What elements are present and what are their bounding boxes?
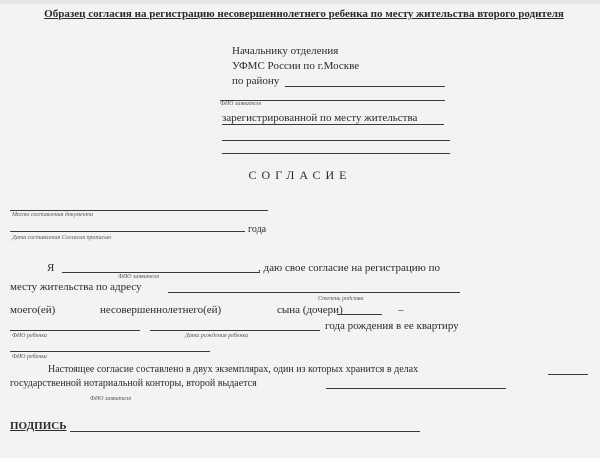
signature-line[interactable] (70, 431, 420, 432)
minor-label: несовершеннолетнего(ей) (100, 304, 222, 316)
registered-line-3[interactable] (222, 153, 450, 154)
closing-caption: ФИО заявителя (90, 396, 131, 402)
birth-caption: Дата рождения ребенка (185, 333, 249, 339)
addressee-fio-caption: ФИО заявителя (220, 101, 261, 107)
closing-text-1: Настоящее согласие составлено в двух экземплярах, один из которых хранится в делах (48, 364, 419, 375)
child-fio-caption: ФИО ребенка (12, 333, 47, 339)
address-label: месту жительства по адресу (10, 281, 142, 293)
year-suffix: года (248, 224, 267, 235)
closing-text-2: государственной нотариальной конторы, второй выдается (10, 378, 257, 389)
son-label: сына (дочери) (277, 304, 343, 316)
passport-caption: ФИО ребенка (12, 354, 47, 360)
signature-label: ПОДПИСЬ (10, 420, 67, 432)
relation-line[interactable] (337, 314, 382, 315)
addressee-line-3: по району (232, 75, 280, 87)
applicant-fio-caption: ФИО заявителя (118, 274, 159, 280)
place-caption: Место составления документа (12, 212, 94, 218)
i-label: Я (47, 262, 55, 274)
relation-caption: Степень родства (318, 296, 364, 302)
my-label: моего(ей) (10, 304, 56, 316)
addressee-line-1: Начальнику отделения (232, 45, 339, 57)
birth-year-text: года рождения в ее квартиру (325, 320, 459, 332)
birth-date-line[interactable] (150, 330, 320, 331)
registered-line-1[interactable] (222, 124, 444, 125)
registered-line-2[interactable] (222, 140, 450, 141)
top-border (0, 0, 600, 4)
date-line[interactable] (10, 231, 245, 232)
applicant-name-line[interactable] (62, 272, 260, 273)
registered-label: зарегистрированной по месту жительства (222, 112, 418, 124)
document-title: Образец согласия на регистрацию несовершеннолетнего ребенка по месту жительства второго родителя (44, 8, 564, 20)
closing-line-1[interactable] (548, 374, 588, 375)
passport-line[interactable] (10, 351, 210, 352)
dash: – (398, 304, 404, 316)
place-line[interactable] (10, 210, 268, 211)
district-line[interactable] (285, 86, 445, 87)
child-name-line[interactable] (10, 330, 140, 331)
consent-text: , даю свое согласие на регистрацию по (258, 262, 440, 274)
closing-line-2[interactable] (326, 388, 506, 389)
consent-heading: СОГЛАСИЕ (248, 168, 352, 182)
address-line[interactable] (168, 292, 460, 293)
date-caption: Дата составления Согласия прописью (12, 235, 112, 241)
addressee-line-2: УФМС России по г.Москве (232, 60, 360, 72)
